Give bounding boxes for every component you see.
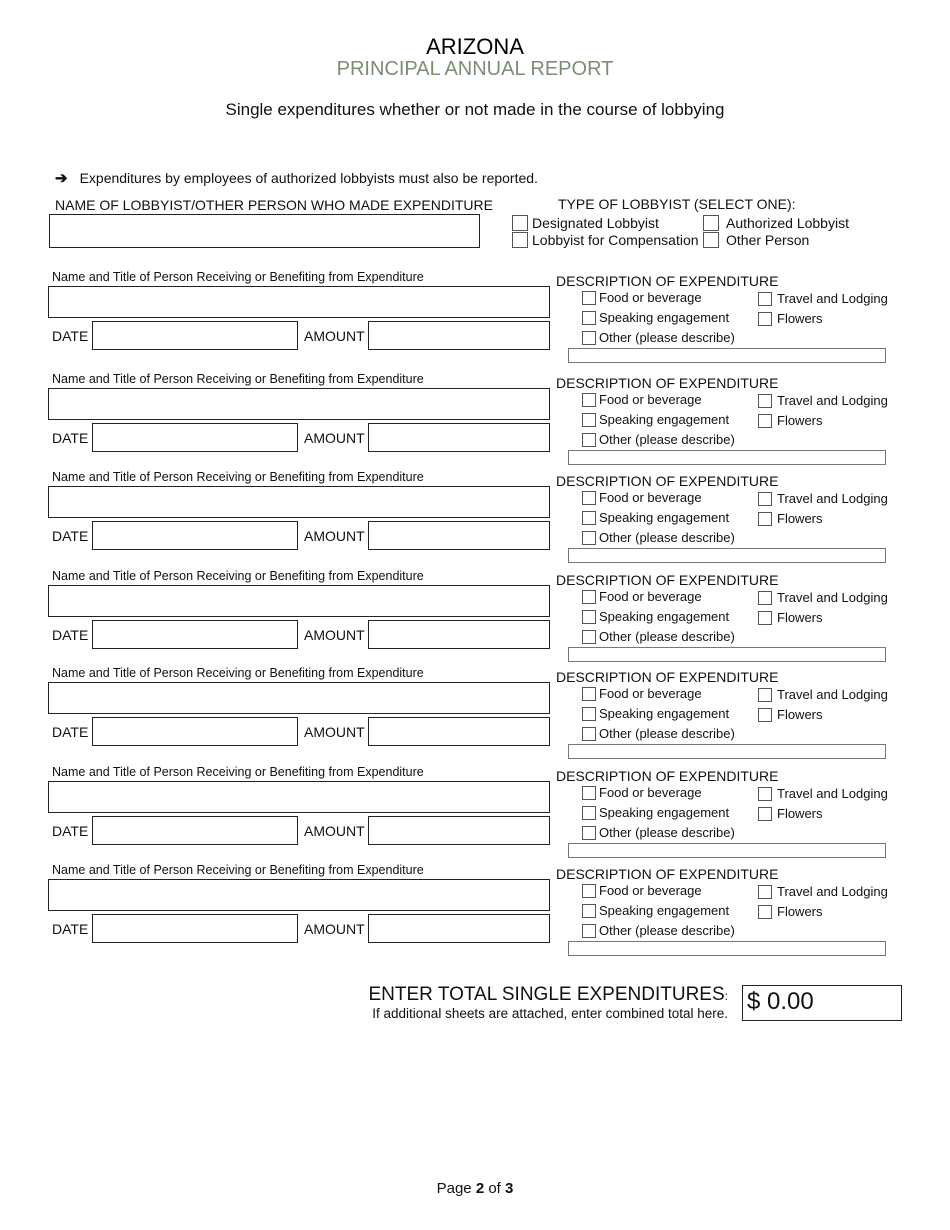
lobbyist-type-other[interactable]: Other Person bbox=[703, 232, 809, 248]
option-other[interactable]: Other (please describe) bbox=[582, 825, 735, 840]
amount-field[interactable] bbox=[368, 620, 550, 649]
checkbox-icon[interactable] bbox=[512, 215, 528, 231]
checkbox-icon[interactable] bbox=[758, 591, 772, 605]
amount-field[interactable] bbox=[368, 423, 550, 452]
other-description-field[interactable] bbox=[568, 843, 886, 858]
checkbox-icon[interactable] bbox=[582, 511, 596, 525]
date-label: DATE bbox=[52, 823, 89, 839]
option-flowers[interactable]: Flowers bbox=[758, 511, 823, 526]
checkbox-icon[interactable] bbox=[582, 590, 596, 604]
checkbox-icon[interactable] bbox=[582, 806, 596, 820]
amount-label: AMOUNT bbox=[304, 921, 365, 937]
lobbyist-type-label: TYPE OF LOBBYIST (SELECT ONE): bbox=[558, 196, 796, 212]
description-label: DESCRIPTION OF EXPENDITURE bbox=[556, 375, 779, 391]
checkbox-icon[interactable] bbox=[758, 512, 772, 526]
checkbox-icon[interactable] bbox=[582, 727, 596, 741]
checkbox-icon[interactable] bbox=[758, 292, 772, 306]
checkbox-icon[interactable] bbox=[758, 708, 772, 722]
checkbox-icon[interactable] bbox=[582, 491, 596, 505]
total-note: If additional sheets are attached, enter combined total here. bbox=[372, 1006, 728, 1021]
checkbox-icon[interactable] bbox=[582, 904, 596, 918]
option-speaking[interactable]: Speaking engagement bbox=[582, 903, 729, 918]
option-other[interactable]: Other (please describe) bbox=[582, 923, 735, 938]
option-flowers[interactable]: Flowers bbox=[758, 707, 823, 722]
checkbox-icon[interactable] bbox=[758, 611, 772, 625]
option-travel[interactable]: Travel and Lodging bbox=[758, 884, 888, 899]
date-field[interactable] bbox=[92, 620, 298, 649]
date-label: DATE bbox=[52, 430, 89, 446]
option-other[interactable]: Other (please describe) bbox=[582, 530, 735, 545]
option-food[interactable]: Food or beverage bbox=[582, 686, 702, 701]
lobbyist-name-label: NAME OF LOBBYIST/OTHER PERSON WHO MADE EXPENDITURE bbox=[55, 197, 493, 213]
other-description-field[interactable] bbox=[568, 548, 886, 563]
recipient-label: Name and Title of Person Receiving or Benefiting from Expenditure bbox=[52, 666, 424, 680]
checkbox-icon[interactable] bbox=[582, 826, 596, 840]
other-description-field[interactable] bbox=[568, 941, 886, 956]
date-field[interactable] bbox=[92, 521, 298, 550]
checkbox-icon[interactable] bbox=[758, 885, 772, 899]
recipient-field[interactable] bbox=[48, 781, 550, 813]
checkbox-icon[interactable] bbox=[582, 433, 596, 447]
total-title: ENTER TOTAL SINGLE EXPENDITURES: bbox=[368, 984, 728, 1005]
checkbox-icon[interactable] bbox=[703, 232, 719, 248]
checkbox-icon[interactable] bbox=[703, 215, 719, 231]
employee-note-text: Expenditures by employees of authorized lobbyists must also be reported. bbox=[79, 170, 538, 186]
report-title: PRINCIPAL ANNUAL REPORT bbox=[336, 58, 614, 80]
recipient-field[interactable] bbox=[48, 388, 550, 420]
checkbox-icon[interactable] bbox=[582, 393, 596, 407]
checkbox-icon[interactable] bbox=[582, 291, 596, 305]
recipient-field[interactable] bbox=[48, 286, 550, 318]
amount-field[interactable] bbox=[368, 321, 550, 350]
amount-label: AMOUNT bbox=[304, 328, 365, 344]
checkbox-icon[interactable] bbox=[758, 807, 772, 821]
option-flowers[interactable]: Flowers bbox=[758, 311, 823, 326]
option-food[interactable]: Food or beverage bbox=[582, 785, 702, 800]
amount-field[interactable] bbox=[368, 717, 550, 746]
checkbox-icon[interactable] bbox=[512, 232, 528, 248]
other-description-field[interactable] bbox=[568, 450, 886, 465]
description-label: DESCRIPTION OF EXPENDITURE bbox=[556, 572, 779, 588]
option-travel[interactable]: Travel and Lodging bbox=[758, 687, 888, 702]
description-label: DESCRIPTION OF EXPENDITURE bbox=[556, 473, 779, 489]
arrow-right-icon: ➔ bbox=[55, 170, 68, 187]
option-food[interactable]: Food or beverage bbox=[582, 883, 702, 898]
checkbox-icon[interactable] bbox=[582, 786, 596, 800]
option-food[interactable]: Food or beverage bbox=[582, 290, 702, 305]
amount-label: AMOUNT bbox=[304, 724, 365, 740]
option-food[interactable]: Food or beverage bbox=[582, 589, 702, 604]
other-description-field[interactable] bbox=[568, 647, 886, 662]
checkbox-icon[interactable] bbox=[582, 531, 596, 545]
description-label: DESCRIPTION OF EXPENDITURE bbox=[556, 669, 779, 685]
amount-label: AMOUNT bbox=[304, 627, 365, 643]
option-travel[interactable]: Travel and Lodging bbox=[758, 393, 888, 408]
option-speaking[interactable]: Speaking engagement bbox=[582, 805, 729, 820]
checkbox-icon[interactable] bbox=[582, 311, 596, 325]
option-speaking[interactable]: Speaking engagement bbox=[582, 609, 729, 624]
amount-label: AMOUNT bbox=[304, 528, 365, 544]
option-other[interactable]: Other (please describe) bbox=[582, 629, 735, 644]
recipient-label: Name and Title of Person Receiving or Benefiting from Expenditure bbox=[52, 569, 424, 583]
date-label: DATE bbox=[52, 627, 89, 643]
date-label: DATE bbox=[52, 724, 89, 740]
checkbox-icon[interactable] bbox=[758, 787, 772, 801]
amount-field[interactable] bbox=[368, 816, 550, 845]
checkbox-icon[interactable] bbox=[582, 687, 596, 701]
lobbyist-name-field[interactable] bbox=[49, 214, 480, 248]
option-other[interactable]: Other (please describe) bbox=[582, 726, 735, 741]
recipient-label: Name and Title of Person Receiving or Benefiting from Expenditure bbox=[52, 270, 424, 284]
amount-field[interactable] bbox=[368, 521, 550, 550]
option-travel[interactable]: Travel and Lodging bbox=[758, 786, 888, 801]
option-flowers[interactable]: Flowers bbox=[758, 413, 823, 428]
option-travel[interactable]: Travel and Lodging bbox=[758, 590, 888, 605]
option-other[interactable]: Other (please describe) bbox=[582, 432, 735, 447]
date-field[interactable] bbox=[92, 914, 298, 943]
recipient-field[interactable] bbox=[48, 682, 550, 714]
lobbyist-type-designated[interactable]: Designated Lobbyist bbox=[512, 215, 659, 231]
checkbox-icon[interactable] bbox=[758, 492, 772, 506]
description-label: DESCRIPTION OF EXPENDITURE bbox=[556, 273, 779, 289]
checkbox-icon[interactable] bbox=[582, 610, 596, 624]
date-label: DATE bbox=[52, 528, 89, 544]
option-speaking[interactable]: Speaking engagement bbox=[582, 510, 729, 525]
recipient-label: Name and Title of Person Receiving or Benefiting from Expenditure bbox=[52, 765, 424, 779]
other-description-field[interactable] bbox=[568, 744, 886, 759]
lobbyist-type-authorized[interactable]: Authorized Lobbyist bbox=[703, 215, 849, 231]
date-label: DATE bbox=[52, 921, 89, 937]
checkbox-icon[interactable] bbox=[758, 394, 772, 408]
option-flowers[interactable]: Flowers bbox=[758, 806, 823, 821]
checkbox-icon[interactable] bbox=[758, 414, 772, 428]
checkbox-icon[interactable] bbox=[758, 312, 772, 326]
checkbox-icon[interactable] bbox=[758, 905, 772, 919]
other-description-field[interactable] bbox=[568, 348, 886, 363]
recipient-field[interactable] bbox=[48, 585, 550, 617]
recipient-label: Name and Title of Person Receiving or Benefiting from Expenditure bbox=[52, 470, 424, 484]
recipient-label: Name and Title of Person Receiving or Benefiting from Expenditure bbox=[52, 372, 424, 386]
option-travel[interactable]: Travel and Lodging bbox=[758, 491, 888, 506]
option-travel[interactable]: Travel and Lodging bbox=[758, 291, 888, 306]
option-flowers[interactable]: Flowers bbox=[758, 904, 823, 919]
date-field[interactable] bbox=[92, 423, 298, 452]
employee-note bbox=[55, 169, 538, 187]
date-field[interactable] bbox=[92, 717, 298, 746]
option-speaking[interactable]: Speaking engagement bbox=[582, 412, 729, 427]
recipient-field[interactable] bbox=[48, 486, 550, 518]
checkbox-icon[interactable] bbox=[582, 630, 596, 644]
date-label: DATE bbox=[52, 328, 89, 344]
total-amount-field[interactable]: $ 0.00 bbox=[742, 985, 902, 1021]
date-field[interactable] bbox=[92, 321, 298, 350]
report-subtitle: Single expenditures whether or not made in the course of lobbying bbox=[225, 100, 725, 119]
checkbox-icon[interactable] bbox=[582, 884, 596, 898]
option-speaking[interactable]: Speaking engagement bbox=[582, 310, 729, 325]
description-label: DESCRIPTION OF EXPENDITURE bbox=[556, 866, 779, 882]
option-food[interactable]: Food or beverage bbox=[582, 490, 702, 505]
checkbox-icon[interactable] bbox=[582, 413, 596, 427]
amount-field[interactable] bbox=[368, 914, 550, 943]
date-field[interactable] bbox=[92, 816, 298, 845]
option-other[interactable]: Other (please describe) bbox=[582, 330, 735, 345]
checkbox-icon[interactable] bbox=[758, 688, 772, 702]
lobbyist-type-compensation[interactable]: Lobbyist for Compensation bbox=[512, 232, 699, 248]
recipient-field[interactable] bbox=[48, 879, 550, 911]
recipient-label: Name and Title of Person Receiving or Benefiting from Expenditure bbox=[52, 863, 424, 877]
option-food[interactable]: Food or beverage bbox=[582, 392, 702, 407]
option-flowers[interactable]: Flowers bbox=[758, 610, 823, 625]
checkbox-icon[interactable] bbox=[582, 707, 596, 721]
amount-label: AMOUNT bbox=[304, 823, 365, 839]
checkbox-icon[interactable] bbox=[582, 331, 596, 345]
option-speaking[interactable]: Speaking engagement bbox=[582, 706, 729, 721]
amount-label: AMOUNT bbox=[304, 430, 365, 446]
state-title: ARIZONA bbox=[426, 34, 524, 59]
checkbox-icon[interactable] bbox=[582, 924, 596, 938]
description-label: DESCRIPTION OF EXPENDITURE bbox=[556, 768, 779, 784]
page-indicator: Page 2 of 3 bbox=[436, 1180, 514, 1197]
